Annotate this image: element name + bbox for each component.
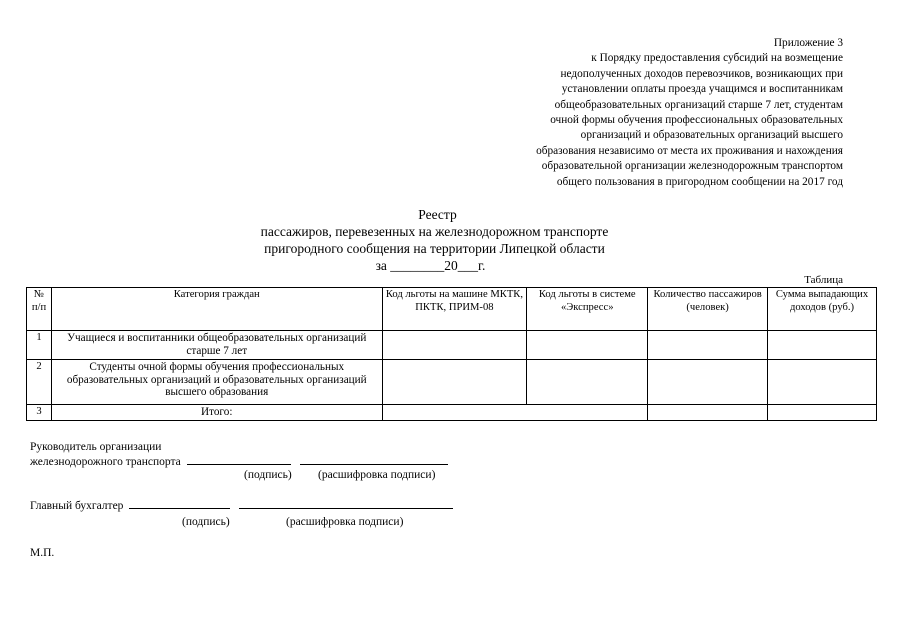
head-decoding-field[interactable]	[300, 463, 448, 465]
row-category: Итого:	[51, 405, 382, 421]
table-label: Таблица	[804, 274, 843, 286]
annex-line: Приложение 3	[773, 37, 843, 49]
cell-empty[interactable]	[648, 360, 768, 405]
table-row	[27, 360, 877, 405]
cell-empty[interactable]	[527, 360, 648, 405]
row-category: Учащиеся и воспитанники общеобразовательных организаций старше 7 лет	[51, 331, 382, 360]
row-num: 2	[27, 360, 52, 405]
annex-line: образования независимо от места их проживания и нахождения	[536, 144, 843, 157]
annex-line: организаций и образовательных организаций высшего	[580, 129, 843, 142]
table-row	[27, 331, 877, 360]
row-num: 1	[27, 331, 52, 360]
accountant-decoding-field[interactable]	[239, 507, 453, 509]
document-title	[0, 206, 905, 274]
cell-empty[interactable]	[382, 360, 527, 405]
accountant-decoding-caption: (расшифровка подписи)	[286, 516, 404, 528]
annex-line: к Порядку предоставления субсидий на возмещение	[591, 52, 843, 65]
cell-empty[interactable]	[768, 405, 877, 421]
cell-empty[interactable]	[768, 331, 877, 360]
title-line: Реестр	[418, 207, 457, 222]
title-period: за ________20___г.	[375, 258, 486, 273]
title-line: пригородного сообщения на территории Липецкой области	[264, 241, 605, 256]
header-num: № п/п	[27, 288, 52, 331]
cell-empty[interactable]	[768, 360, 877, 405]
table-row-total	[27, 405, 877, 421]
head-label-line2: железнодорожного транспорта	[30, 456, 181, 468]
annex-line: общего пользования в пригородном сообщении на 2017 год	[556, 175, 843, 188]
cell-empty[interactable]	[382, 331, 527, 360]
title-line: пассажиров, перевезенных на железнодорожном транспорте	[260, 224, 609, 239]
header-sum: Сумма выпадающих доходов (руб.)	[768, 288, 877, 331]
cell-empty[interactable]	[648, 405, 768, 421]
row-num: 3	[27, 405, 52, 421]
cell-empty[interactable]	[648, 331, 768, 360]
accountant-label: Главный бухгалтер	[30, 500, 124, 512]
annex-header	[443, 36, 843, 190]
registry-table	[26, 287, 877, 421]
cell-empty[interactable]	[382, 405, 648, 421]
annex-line: установлении оплаты проезда учащимся и воспитанникам	[561, 83, 843, 96]
table-header-row	[27, 288, 877, 331]
head-signature-field[interactable]	[187, 463, 291, 465]
annex-line: общеобразовательных организаций старше 7 лет, студентам	[554, 98, 843, 111]
header-passengers: Количество пассажиров (человек)	[648, 288, 768, 331]
cell-empty[interactable]	[527, 331, 648, 360]
annex-line: очной формы обучения профессиональных образовательных	[550, 114, 843, 127]
stamp-place: М.П.	[30, 547, 55, 559]
annex-line: образовательной организации железнодорожным транспортом	[541, 160, 843, 173]
head-signature-caption: (подпись)	[244, 469, 292, 481]
head-decoding-caption: (расшифровка подписи)	[318, 469, 436, 481]
accountant-signature-caption: (подпись)	[182, 516, 230, 528]
header-code-express: Код льготы в системе «Экспресс»	[527, 288, 648, 331]
accountant-signature-field[interactable]	[129, 507, 230, 509]
annex-line: недополученных доходов перевозчиков, возникающих при	[560, 67, 843, 80]
head-signature-row	[30, 456, 448, 468]
accountant-signature-row	[30, 500, 453, 512]
head-label-line1: Руководитель организации	[30, 441, 162, 453]
row-category: Студенты очной формы обучения профессиональных образовательных организаций и образовательных организаций высшего образования	[51, 360, 382, 405]
header-category: Категория граждан	[51, 288, 382, 331]
header-code-machine: Код льготы на машине МКТК, ПКТК, ПРИМ-08	[382, 288, 527, 331]
